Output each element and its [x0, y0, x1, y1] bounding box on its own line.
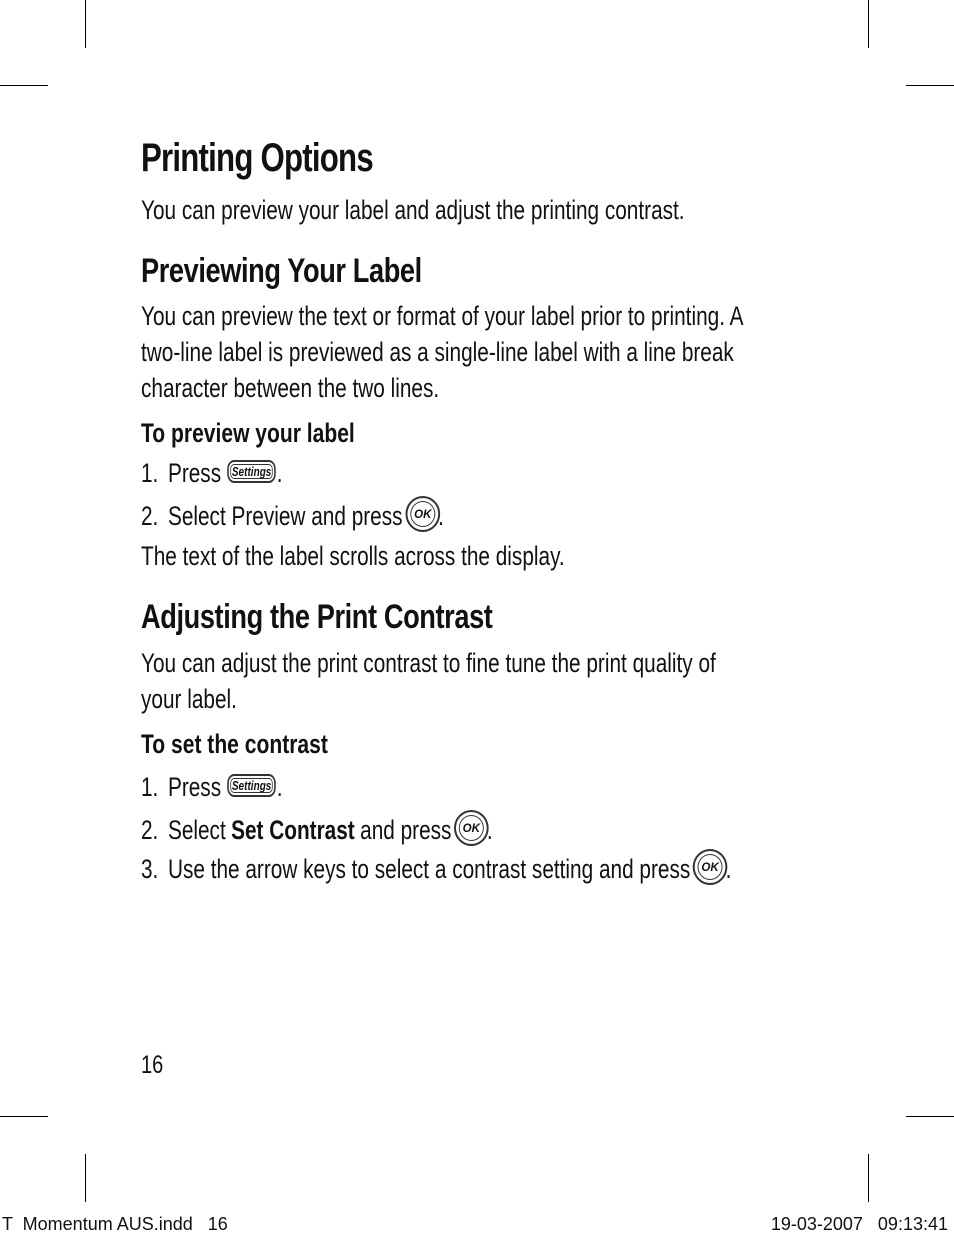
step-2-preview	[141, 498, 444, 534]
step-text: Press	[167, 458, 222, 488]
section-contrast-body	[141, 645, 716, 717]
step-text: Select Preview and press	[167, 500, 403, 531]
step-3-contrast	[141, 851, 731, 887]
step-end: .	[276, 458, 283, 488]
body-line: your label.	[141, 684, 237, 714]
section-preview-body	[141, 298, 743, 406]
intro-text: You can preview your label and adjust the printing contrast.	[141, 195, 685, 225]
crop-mark	[0, 85, 48, 86]
section-heading-contrast: Adjusting the Print Contrast	[141, 598, 493, 636]
body-line: character between the two lines.	[141, 373, 440, 403]
subheading-contrast: To set the contrast	[141, 729, 328, 759]
subheading-preview: To preview your label	[141, 418, 355, 448]
step-text: Select	[167, 814, 226, 845]
crop-mark	[0, 1116, 48, 1117]
step-bold-text: Set Contrast	[231, 814, 355, 845]
crop-mark	[868, 1154, 869, 1202]
step-end: .	[486, 814, 493, 845]
step-number: 3.	[141, 853, 159, 884]
slug-filename: T Momentum AUS.indd 16	[2, 1214, 228, 1234]
crop-mark	[906, 85, 954, 86]
step-end: .	[725, 853, 732, 884]
body-line: two-line label is previewed as a single-line label with a line break	[141, 337, 734, 367]
step-number: 1.	[141, 772, 159, 802]
step-end: .	[437, 500, 444, 531]
ok-key-icon: OK	[405, 496, 440, 532]
step-text: Use the arrow keys to select a contrast setting and press	[167, 853, 691, 884]
settings-key-icon: Settings	[227, 774, 276, 797]
page-title: Printing Options	[141, 136, 373, 180]
crop-mark	[906, 1116, 954, 1117]
preview-result-text: The text of the label scrolls across the display.	[141, 541, 565, 571]
step-1-preview	[141, 458, 283, 489]
step-text: and press	[360, 814, 452, 845]
slug-timestamp: 19-03-2007 09:13:41	[770, 1214, 948, 1234]
step-1-contrast	[141, 772, 283, 803]
step-number: 2.	[141, 814, 159, 845]
crop-mark	[85, 0, 86, 48]
body-line: You can preview the text or format of your label prior to printing. A	[141, 301, 744, 331]
step-end: .	[276, 772, 283, 802]
step-2-contrast	[141, 812, 493, 848]
ok-key-icon: OK	[454, 810, 489, 846]
settings-key-icon: Settings	[227, 460, 276, 483]
page-number: 16	[141, 1051, 164, 1079]
step-text: Press	[167, 772, 222, 802]
crop-mark	[868, 0, 869, 48]
step-number: 1.	[141, 458, 159, 488]
body-line: You can adjust the print contrast to fine tune the print quality of	[141, 648, 716, 678]
section-heading-preview: Previewing Your Label	[141, 252, 422, 290]
crop-mark	[85, 1154, 86, 1202]
ok-key-icon: OK	[693, 849, 728, 885]
step-number: 2.	[141, 500, 159, 531]
